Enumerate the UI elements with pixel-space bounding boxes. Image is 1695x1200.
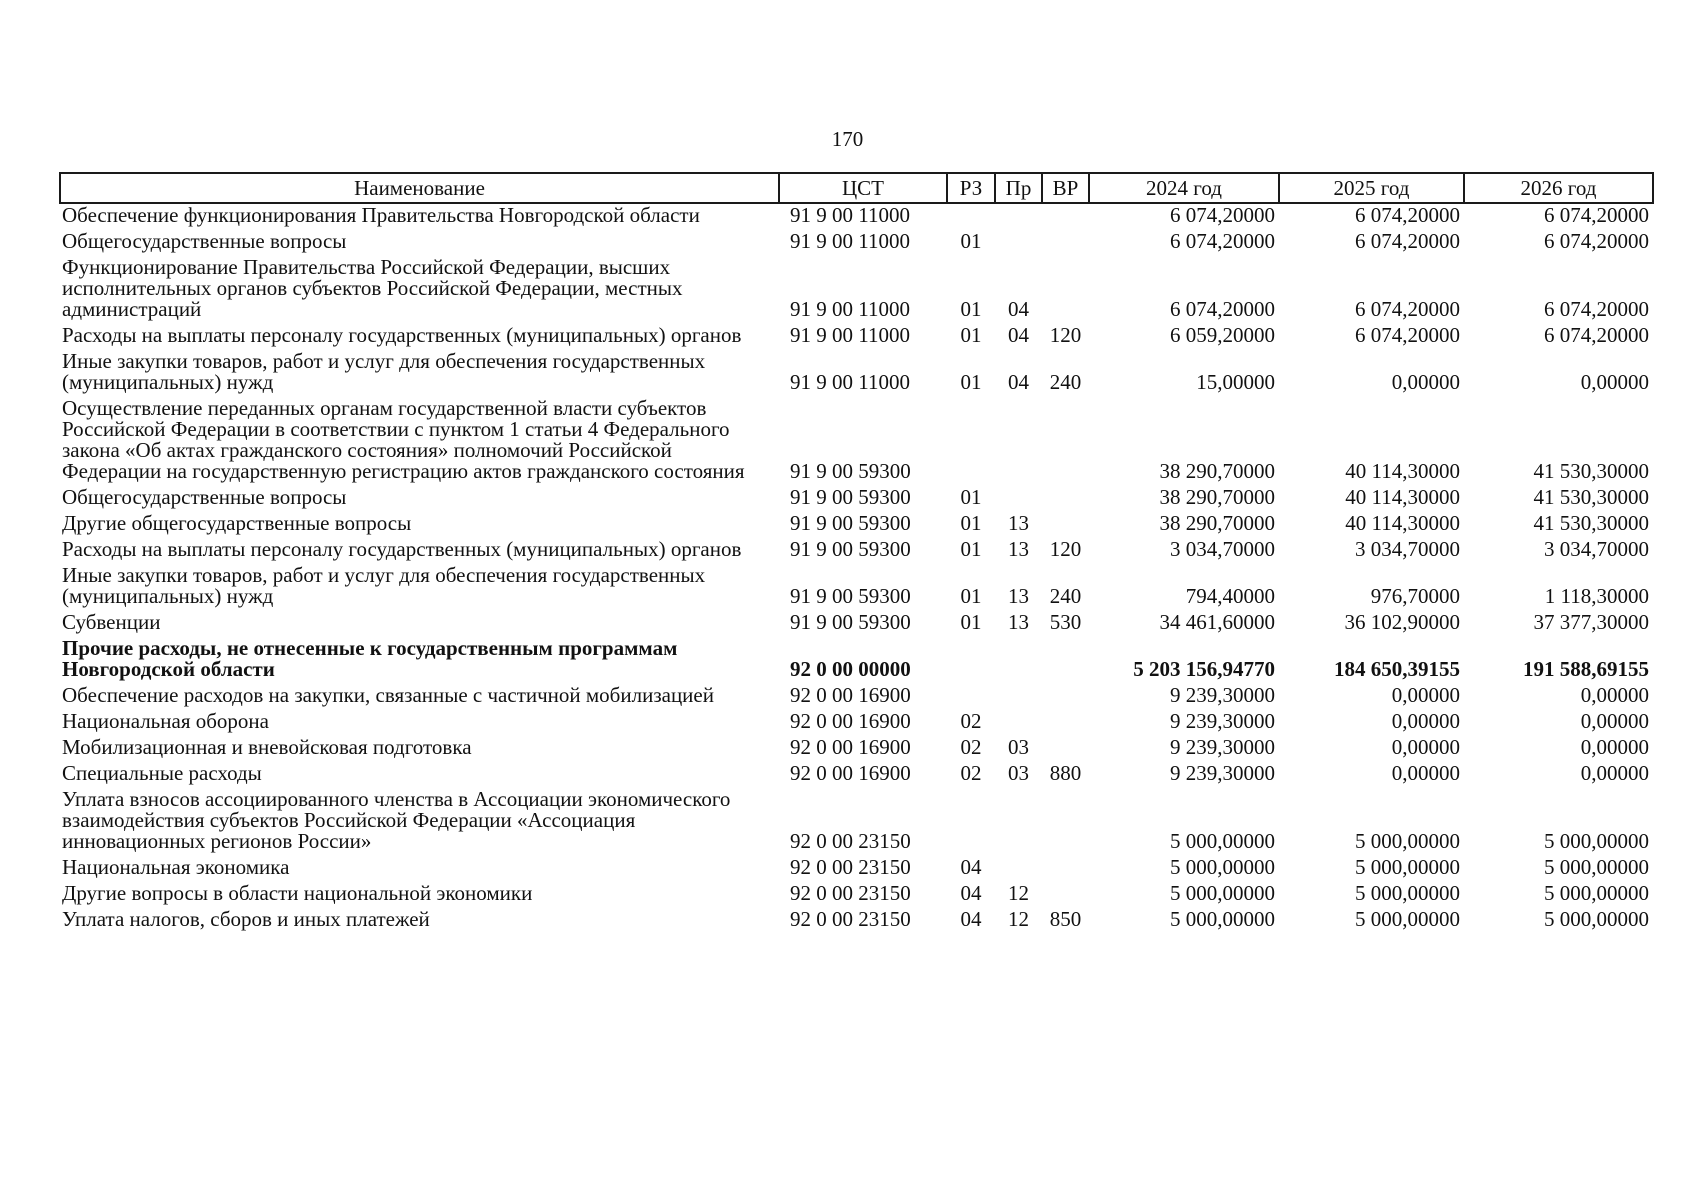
cell-rz: [947, 203, 995, 230]
cell-y2026: 6 074,20000: [1544, 203, 1649, 227]
cell-y2025: 40 114,30000: [1345, 485, 1460, 509]
cell-y2025: 976,70000: [1370, 584, 1460, 608]
cell-vr: [1042, 397, 1089, 486]
cell-cst: 91 9 00 59300: [790, 511, 911, 535]
cell-name: Национальная экономика: [62, 855, 290, 879]
cell-y2026: 6 074,20000: [1544, 229, 1649, 253]
table-row: [60, 684, 1653, 710]
cell-rz: 01: [960, 485, 982, 509]
cell-y2026: 5 000,00000: [1544, 907, 1649, 931]
cell-y2024: 34 461,60000: [1159, 610, 1275, 634]
table-body: [60, 203, 1653, 934]
cell-vr: 240: [1049, 584, 1082, 608]
cell-y2026: 0,00000: [1580, 370, 1649, 394]
table-row: [60, 324, 1653, 350]
cell-rz: 01: [960, 584, 982, 608]
cell-y2024: 5 000,00000: [1170, 881, 1275, 905]
cell-pr: [995, 856, 1042, 882]
cell-rz: 04: [960, 907, 982, 931]
cell-y2026: 5 000,00000: [1544, 855, 1649, 879]
cell-y2024: 38 290,70000: [1159, 459, 1275, 483]
cell-cst: 91 9 00 59300: [790, 537, 911, 561]
cell-y2024: 5 000,00000: [1170, 907, 1275, 931]
cell-cst: 92 0 00 23150: [790, 829, 911, 853]
cell-cst: 92 0 00 23150: [790, 881, 911, 905]
table-row: [60, 397, 1653, 486]
cell-pr: [995, 486, 1042, 512]
cell-y2025: 6 074,20000: [1355, 297, 1460, 321]
cell-rz: 04: [960, 855, 982, 879]
cell-rz: [947, 397, 995, 486]
table-row: [60, 538, 1653, 564]
cell-vr: [1042, 256, 1089, 324]
table-row: [60, 856, 1653, 882]
cell-name: Мобилизационная и вневойсковая подготовка: [62, 735, 472, 759]
cell-pr: 03: [1008, 761, 1029, 785]
cell-pr: 13: [1008, 511, 1029, 535]
cell-y2024: 15,00000: [1196, 370, 1275, 394]
cell-name: Прочие расходы, не отнесенные к государственным программам Новгородской области: [62, 636, 678, 681]
cell-y2024: 6 074,20000: [1170, 203, 1275, 227]
cell-vr: [1042, 486, 1089, 512]
cell-cst: 91 9 00 59300: [790, 459, 911, 483]
cell-pr: 13: [1008, 537, 1029, 561]
cell-y2024: 6 074,20000: [1170, 229, 1275, 253]
cell-cst: 91 9 00 59300: [790, 584, 911, 608]
cell-vr: 530: [1049, 610, 1082, 634]
cell-y2025: 0,00000: [1391, 370, 1460, 394]
cell-y2026: 5 000,00000: [1544, 881, 1649, 905]
cell-rz: 01: [960, 297, 982, 321]
cell-y2025: 40 114,30000: [1345, 459, 1460, 483]
cell-pr: [995, 710, 1042, 736]
cell-vr: [1042, 230, 1089, 256]
table-row: [60, 350, 1653, 397]
cell-y2025: 0,00000: [1391, 683, 1460, 707]
cell-rz: 02: [960, 709, 982, 733]
cell-rz: 02: [960, 761, 982, 785]
cell-name: Иные закупки товаров, работ и услуг для обеспечения государственных (муниципальных) нужд: [62, 563, 706, 608]
cell-pr: 03: [1008, 735, 1029, 759]
cell-y2026: 6 074,20000: [1544, 323, 1649, 347]
cell-cst: 92 0 00 16900: [790, 735, 911, 759]
cell-name: Общегосударственные вопросы: [62, 229, 347, 253]
cell-name: Субвенции: [62, 610, 161, 634]
cell-name: Общегосударственные вопросы: [62, 485, 347, 509]
cell-cst: 91 9 00 59300: [790, 485, 911, 509]
cell-y2024: 794,40000: [1185, 584, 1275, 608]
cell-pr: 13: [1008, 610, 1029, 634]
cell-y2026: 3 034,70000: [1544, 537, 1649, 561]
cell-y2025: 40 114,30000: [1345, 511, 1460, 535]
cell-rz: [947, 637, 995, 684]
table-row: [60, 908, 1653, 934]
cell-cst: 91 9 00 11000: [790, 323, 910, 347]
cell-cst: 91 9 00 11000: [790, 229, 910, 253]
cell-vr: [1042, 710, 1089, 736]
header-cst: ЦСТ: [779, 173, 947, 203]
cell-cst: 92 0 00 23150: [790, 907, 911, 931]
header-rz: РЗ: [947, 173, 995, 203]
table-row: [60, 512, 1653, 538]
cell-y2024: 38 290,70000: [1159, 485, 1275, 509]
header-2025: 2025 год: [1279, 173, 1464, 203]
cell-pr: [995, 230, 1042, 256]
cell-cst: 92 0 00 16900: [790, 761, 911, 785]
cell-name: Иные закупки товаров, работ и услуг для обеспечения государственных (муниципальных) нужд: [62, 349, 706, 394]
cell-y2026: 0,00000: [1580, 735, 1649, 759]
cell-pr: 04: [1008, 370, 1029, 394]
table-row: [60, 564, 1653, 611]
cell-cst: 91 9 00 11000: [790, 297, 910, 321]
table-row: [60, 762, 1653, 788]
cell-y2025: 5 000,00000: [1355, 829, 1460, 853]
cell-vr: [1042, 882, 1089, 908]
cell-y2025: 5 000,00000: [1355, 855, 1460, 879]
cell-name: Осуществление переданных органам государственной власти субъектов Российской Федерации в соответствии с пунктом 1 статьи 4 Федерального закона «Об актах гражданского состояния» полномочий Российской Федерации на государственную регистрацию актов гражданского состояния: [62, 396, 745, 483]
cell-y2026: 41 530,30000: [1533, 511, 1649, 535]
cell-vr: [1042, 637, 1089, 684]
cell-rz: [947, 788, 995, 856]
table-header: [60, 173, 1653, 203]
cell-y2025: 0,00000: [1391, 761, 1460, 785]
table-row: [60, 486, 1653, 512]
cell-y2026: 37 377,30000: [1533, 610, 1649, 634]
cell-name: Другие общегосударственные вопросы: [62, 511, 412, 535]
cell-vr: [1042, 736, 1089, 762]
cell-y2024: 38 290,70000: [1159, 511, 1275, 535]
cell-y2024: 5 000,00000: [1170, 829, 1275, 853]
cell-y2024: 9 239,30000: [1170, 683, 1275, 707]
cell-name: Специальные расходы: [62, 761, 262, 785]
cell-y2026: 0,00000: [1580, 761, 1649, 785]
table-row: [60, 203, 1653, 230]
cell-rz: 01: [960, 537, 982, 561]
cell-rz: 01: [960, 511, 982, 535]
cell-y2024: 9 239,30000: [1170, 709, 1275, 733]
cell-name: Национальная оборона: [62, 709, 269, 733]
table-row: [60, 788, 1653, 856]
cell-rz: 01: [960, 610, 982, 634]
cell-pr: 04: [1008, 297, 1029, 321]
cell-cst: 91 9 00 11000: [790, 370, 910, 394]
cell-y2026: 191 588,69155: [1523, 657, 1649, 681]
cell-rz: [947, 684, 995, 710]
cell-cst: 92 0 00 16900: [790, 709, 911, 733]
table-row: [60, 256, 1653, 324]
page-number: 170: [831, 127, 864, 151]
cell-y2025: 6 074,20000: [1355, 323, 1460, 347]
cell-y2024: 5 000,00000: [1170, 855, 1275, 879]
cell-y2024: 5 203 156,94770: [1133, 657, 1275, 681]
header-2026: 2026 год: [1464, 173, 1653, 203]
cell-pr: [995, 637, 1042, 684]
cell-vr: [1042, 512, 1089, 538]
cell-rz: 01: [960, 323, 982, 347]
cell-cst: 92 0 00 23150: [790, 855, 911, 879]
cell-pr: 12: [1008, 907, 1029, 931]
cell-y2025: 0,00000: [1391, 709, 1460, 733]
cell-name: Расходы на выплаты персоналу государственных (муниципальных) органов: [62, 537, 742, 561]
cell-y2025: 6 074,20000: [1355, 229, 1460, 253]
cell-y2025: 36 102,90000: [1344, 610, 1460, 634]
cell-y2024: 6 074,20000: [1170, 297, 1275, 321]
cell-rz: 04: [960, 881, 982, 905]
budget-table: [59, 172, 1654, 934]
cell-y2026: 0,00000: [1580, 709, 1649, 733]
cell-y2026: 5 000,00000: [1544, 829, 1649, 853]
table-row: [60, 882, 1653, 908]
cell-y2024: 3 034,70000: [1170, 537, 1275, 561]
cell-name: Обеспечение расходов на закупки, связанные с частичной мобилизацией: [62, 683, 714, 707]
cell-vr: 240: [1049, 370, 1082, 394]
cell-vr: [1042, 856, 1089, 882]
cell-name: Функционирование Правительства Российской Федерации, высших исполнительных органов субъектов Российской Федерации, местных администраций: [62, 255, 683, 321]
cell-name: Расходы на выплаты персоналу государственных (муниципальных) органов: [62, 323, 742, 347]
cell-y2024: 9 239,30000: [1170, 735, 1275, 759]
table-row: [60, 710, 1653, 736]
header-pr: Пр: [995, 173, 1042, 203]
cell-pr: 04: [1008, 323, 1029, 347]
cell-pr: 13: [1008, 584, 1029, 608]
header-vr: ВР: [1042, 173, 1089, 203]
cell-y2024: 6 059,20000: [1170, 323, 1275, 347]
cell-pr: [995, 203, 1042, 230]
header-name: Наименование: [60, 173, 779, 203]
cell-cst: 91 9 00 11000: [790, 203, 910, 227]
cell-cst: 92 0 00 00000: [790, 657, 911, 681]
cell-vr: 120: [1049, 323, 1082, 347]
header-2024: 2024 год: [1089, 173, 1279, 203]
cell-cst: 91 9 00 59300: [790, 610, 911, 634]
cell-vr: [1042, 684, 1089, 710]
table-row: [60, 611, 1653, 637]
cell-pr: [995, 788, 1042, 856]
cell-vr: 120: [1049, 537, 1082, 561]
cell-pr: [995, 684, 1042, 710]
table-row: [60, 637, 1653, 684]
cell-vr: 850: [1049, 907, 1082, 931]
cell-y2025: 3 034,70000: [1355, 537, 1460, 561]
table-row: [60, 736, 1653, 762]
cell-name: Другие вопросы в области национальной экономики: [62, 881, 533, 905]
cell-rz: 01: [960, 229, 982, 253]
cell-name: Уплата взносов ассоциированного членства в Ассоциации экономического взаимодействия субъектов Российской Федерации «Ассоциация инновационных регионов России»: [62, 787, 731, 853]
table-row: [60, 230, 1653, 256]
cell-vr: [1042, 788, 1089, 856]
cell-y2026: 41 530,30000: [1533, 485, 1649, 509]
cell-vr: [1042, 203, 1089, 230]
cell-y2026: 6 074,20000: [1544, 297, 1649, 321]
cell-pr: [995, 397, 1042, 486]
cell-rz: 02: [960, 735, 982, 759]
cell-name: Обеспечение функционирования Правительства Новгородской области: [62, 203, 700, 227]
cell-y2026: 41 530,30000: [1533, 459, 1649, 483]
cell-y2026: 0,00000: [1580, 683, 1649, 707]
cell-rz: 01: [960, 370, 982, 394]
cell-y2025: 0,00000: [1391, 735, 1460, 759]
cell-y2024: 9 239,30000: [1170, 761, 1275, 785]
cell-y2025: 6 074,20000: [1355, 203, 1460, 227]
cell-pr: 12: [1008, 881, 1029, 905]
cell-y2025: 5 000,00000: [1355, 881, 1460, 905]
cell-y2026: 1 118,30000: [1544, 584, 1649, 608]
cell-name: Уплата налогов, сборов и иных платежей: [62, 907, 430, 931]
cell-y2025: 184 650,39155: [1334, 657, 1460, 681]
cell-y2025: 5 000,00000: [1355, 907, 1460, 931]
cell-vr: 880: [1049, 761, 1082, 785]
cell-cst: 92 0 00 16900: [790, 683, 911, 707]
